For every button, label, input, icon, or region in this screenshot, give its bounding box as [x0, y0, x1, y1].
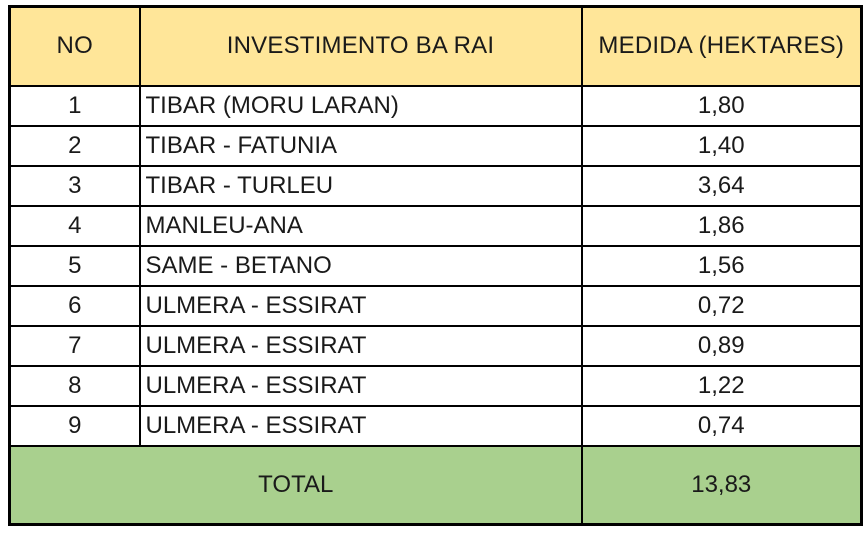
table-row	[10, 126, 862, 166]
header-cell-investimento: INVESTIMENTO BA RAI	[140, 7, 582, 86]
header-cell-medida: MEDIDA (HEKTARES)	[582, 7, 862, 86]
cell-no: 1	[10, 86, 140, 126]
cell-investimento: ULMERA - ESSIRAT	[140, 406, 582, 446]
cell-investimento: ULMERA - ESSIRAT	[140, 366, 582, 406]
cell-investimento: TIBAR - FATUNIA	[140, 126, 582, 166]
table-row	[10, 246, 862, 286]
cell-medida: 1,80	[582, 86, 862, 126]
header-cell-no: NO	[10, 7, 140, 86]
table-row	[10, 366, 862, 406]
table-row	[10, 206, 862, 246]
cell-no: 3	[10, 166, 140, 206]
cell-medida: 1,56	[582, 246, 862, 286]
table-row	[10, 406, 862, 446]
cell-medida: 3,64	[582, 166, 862, 206]
cell-no: 6	[10, 286, 140, 326]
table-row	[10, 166, 862, 206]
cell-investimento: ULMERA - ESSIRAT	[140, 286, 582, 326]
cell-medida: 0,72	[582, 286, 862, 326]
cell-investimento: SAME - BETANO	[140, 246, 582, 286]
table-header-row	[10, 7, 862, 86]
investment-table	[8, 5, 863, 526]
cell-no: 9	[10, 406, 140, 446]
cell-medida: 1,40	[582, 126, 862, 166]
table-row	[10, 326, 862, 366]
table-row	[10, 286, 862, 326]
cell-investimento: ULMERA - ESSIRAT	[140, 326, 582, 366]
cell-no: 7	[10, 326, 140, 366]
cell-investimento: TIBAR (MORU LARAN)	[140, 86, 582, 126]
total-value-cell: 13,83	[582, 446, 862, 525]
table-row	[10, 86, 862, 126]
cell-investimento: TIBAR - TURLEU	[140, 166, 582, 206]
cell-no: 8	[10, 366, 140, 406]
cell-investimento: MANLEU-ANA	[140, 206, 582, 246]
cell-medida: 1,86	[582, 206, 862, 246]
total-label-cell: TOTAL	[10, 446, 582, 525]
cell-medida: 0,74	[582, 406, 862, 446]
total-row	[10, 446, 862, 525]
cell-no: 5	[10, 246, 140, 286]
cell-medida: 0,89	[582, 326, 862, 366]
cell-no: 4	[10, 206, 140, 246]
cell-medida: 1,22	[582, 366, 862, 406]
cell-no: 2	[10, 126, 140, 166]
